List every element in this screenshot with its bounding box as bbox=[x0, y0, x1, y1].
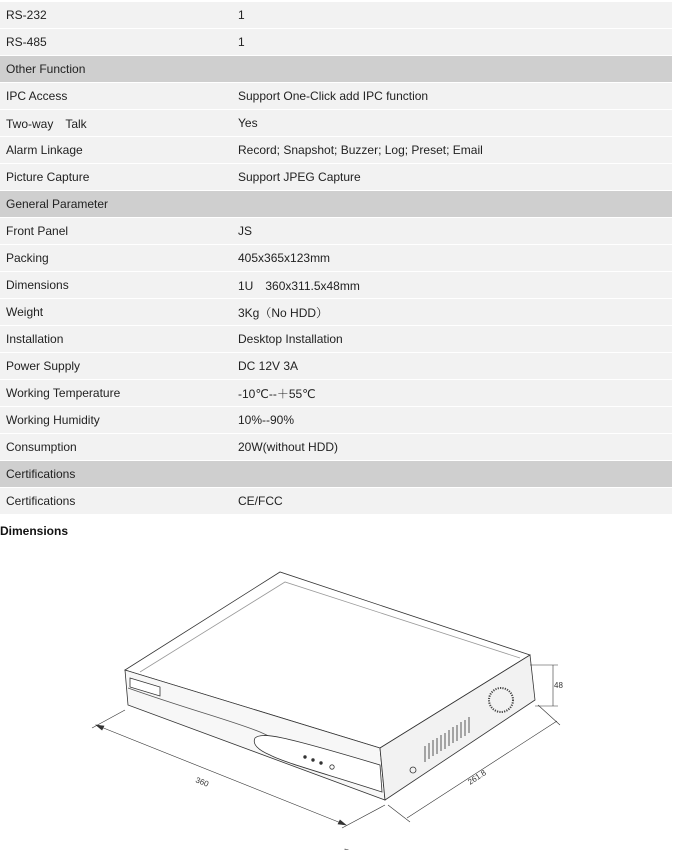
device-dimension-drawing bbox=[80, 560, 580, 850]
spec-row bbox=[0, 245, 672, 272]
section-header-row bbox=[0, 56, 672, 83]
spec-label: Two-way Talk bbox=[0, 110, 232, 137]
spec-value: Support JPEG Capture bbox=[232, 164, 672, 191]
spec-row bbox=[0, 137, 672, 164]
spec-label: Dimensions bbox=[0, 272, 232, 299]
spec-row bbox=[0, 353, 672, 380]
spec-label: Weight bbox=[0, 299, 232, 326]
spec-row bbox=[0, 29, 672, 56]
spec-value bbox=[232, 191, 672, 218]
spec-value: 3Kg（No HDD） bbox=[232, 299, 672, 326]
spec-table-body bbox=[0, 2, 672, 515]
dimensions-heading: Dimensions bbox=[0, 524, 69, 538]
spec-value: JS bbox=[232, 218, 672, 245]
spec-row bbox=[0, 434, 672, 461]
spec-value: DC 12V 3A bbox=[232, 353, 672, 380]
spec-label: Installation bbox=[0, 326, 232, 353]
depth-dimension-label: 261.8 bbox=[466, 768, 488, 787]
spec-value: Record; Snapshot; Buzzer; Log; Preset; Email bbox=[232, 137, 672, 164]
spec-label: Packing bbox=[0, 245, 232, 272]
spec-value: Yes bbox=[232, 110, 672, 137]
spec-value: Support One-Click add IPC function bbox=[232, 83, 672, 110]
spec-label: RS-232 bbox=[0, 2, 232, 29]
spec-row bbox=[0, 164, 672, 191]
spec-value: Desktop Installation bbox=[232, 326, 672, 353]
section-title: Certifications bbox=[0, 461, 232, 488]
spec-value: 405x365x123mm bbox=[232, 245, 672, 272]
spec-label: Alarm Linkage bbox=[0, 137, 232, 164]
section-header-row bbox=[0, 461, 672, 488]
section-header-row bbox=[0, 191, 672, 218]
spec-value: 1 bbox=[232, 29, 672, 56]
spec-row bbox=[0, 407, 672, 434]
spec-value: 1U 360x311.5x48mm bbox=[232, 272, 672, 299]
spec-value: 1 bbox=[232, 2, 672, 29]
spec-value bbox=[232, 56, 672, 83]
width-dimension-label: 360 bbox=[194, 775, 210, 789]
spec-row bbox=[0, 299, 672, 326]
spec-label: IPC Access bbox=[0, 83, 232, 110]
spec-row bbox=[0, 2, 672, 29]
spec-label: RS-485 bbox=[0, 29, 232, 56]
section-title: General Parameter bbox=[0, 191, 232, 218]
device-line-drawing bbox=[80, 560, 580, 850]
spec-value bbox=[232, 461, 672, 488]
spec-row bbox=[0, 218, 672, 245]
section-title: Other Function bbox=[0, 56, 232, 83]
spec-label: Working Humidity bbox=[0, 407, 232, 434]
height-dimension-label: 48 bbox=[554, 681, 563, 690]
spec-label: Power Supply bbox=[0, 353, 232, 380]
spec-label: Consumption bbox=[0, 434, 232, 461]
spec-row bbox=[0, 326, 672, 353]
spec-value: 20W(without HDD) bbox=[232, 434, 672, 461]
spec-row bbox=[0, 488, 672, 515]
spec-label: Front Panel bbox=[0, 218, 232, 245]
spec-table bbox=[0, 2, 672, 515]
spec-label: Picture Capture bbox=[0, 164, 232, 191]
spec-value: CE/FCC bbox=[232, 488, 672, 515]
spec-row bbox=[0, 110, 672, 137]
spec-label: Certifications bbox=[0, 488, 232, 515]
spec-row bbox=[0, 380, 672, 407]
spec-value: -10℃--＋55℃ bbox=[232, 380, 672, 407]
spec-row bbox=[0, 272, 672, 299]
spec-row bbox=[0, 83, 672, 110]
spec-value: 10%--90% bbox=[232, 407, 672, 434]
spec-label: Working Temperature bbox=[0, 380, 232, 407]
